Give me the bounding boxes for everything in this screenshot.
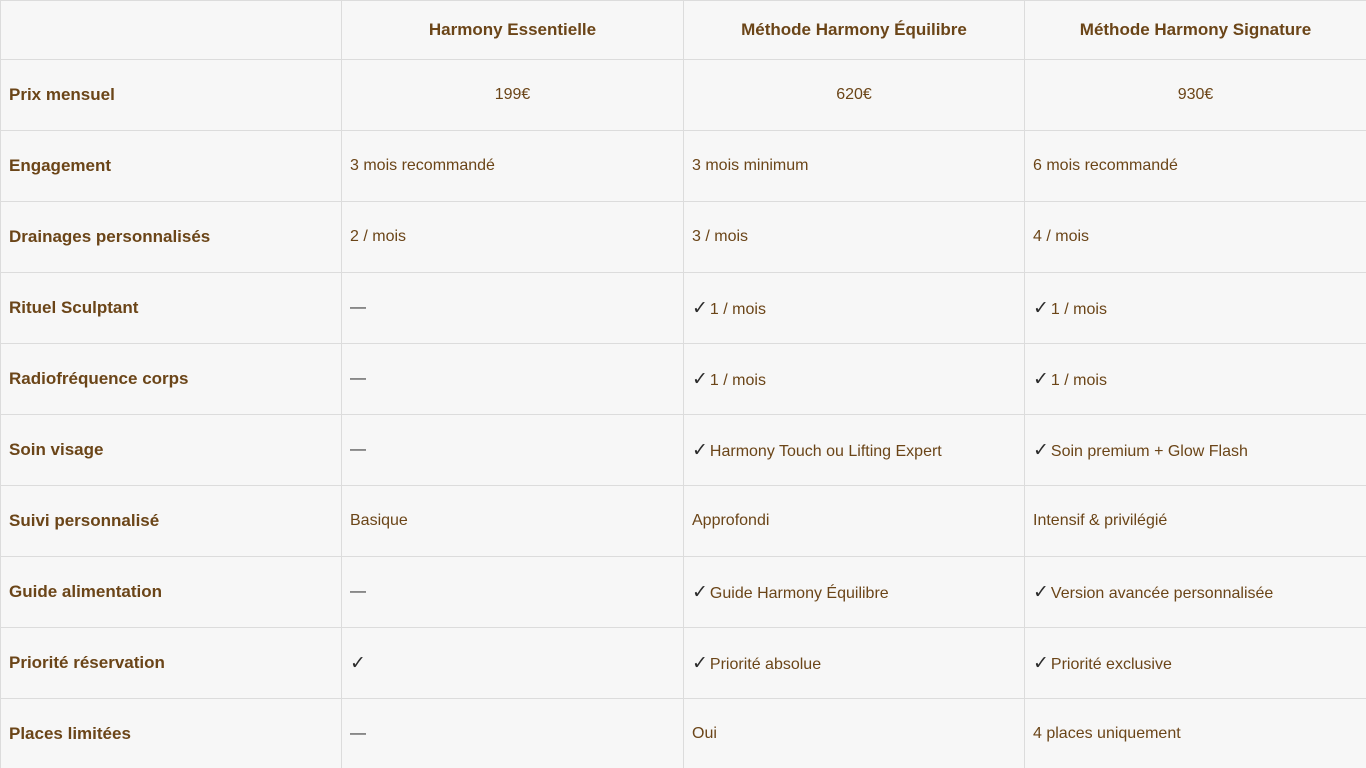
table-cell — [1025, 415, 1366, 486]
cell-value: Harmony Touch ou Lifting Expert — [709, 442, 942, 460]
table-cell — [1025, 699, 1366, 768]
not-included-dash: — — [350, 583, 366, 600]
check-icon: ✓ — [1033, 297, 1049, 319]
plan-header-equilibre: Méthode Harmony Équilibre — [684, 1, 1025, 60]
cell-value: Priorité exclusive — [1050, 655, 1172, 673]
row-label: Suivi personnalisé — [1, 486, 342, 557]
check-icon: ✓ — [692, 652, 708, 674]
not-included-dash: — — [350, 725, 366, 742]
row-label: Drainages personnalisés — [1, 202, 342, 273]
table-cell — [684, 60, 1025, 131]
table-cell — [684, 273, 1025, 344]
table-row — [1, 699, 1366, 768]
plan-header-signature: Méthode Harmony Signature — [1025, 1, 1366, 60]
table-row — [1, 415, 1366, 486]
cell-value: 4 / mois — [1033, 228, 1090, 245]
table-cell — [342, 628, 684, 699]
header-empty-cell — [1, 1, 342, 60]
cell-value: 1 / mois — [1050, 371, 1107, 389]
table-cell — [1025, 202, 1366, 273]
table-cell — [342, 486, 684, 557]
cell-value: Intensif & privilégié — [1033, 512, 1168, 529]
table-cell — [684, 344, 1025, 415]
table-row — [1, 202, 1366, 273]
row-label: Prix mensuel — [1, 60, 342, 131]
table-cell — [342, 344, 684, 415]
plan-header-essentielle: Harmony Essentielle — [342, 1, 684, 60]
table-cell — [342, 699, 684, 768]
cell-value: Priorité absolue — [709, 655, 822, 673]
cell-value: 199€ — [494, 86, 531, 103]
not-included-dash: — — [350, 370, 366, 387]
table-cell — [684, 415, 1025, 486]
cell-value: 3 / mois — [692, 228, 749, 245]
table-cell — [684, 202, 1025, 273]
cell-value: Basique — [350, 512, 408, 529]
cell-value: Guide Harmony Équilibre — [709, 584, 889, 602]
row-label: Radiofréquence corps — [1, 344, 342, 415]
cell-value: 1 / mois — [709, 371, 766, 389]
row-label: Places limitées — [1, 699, 342, 768]
table-cell — [342, 415, 684, 486]
cell-value: 930€ — [1177, 86, 1214, 103]
check-icon: ✓ — [1033, 581, 1049, 603]
table-row — [1, 344, 1366, 415]
table-cell — [684, 628, 1025, 699]
cell-value: Version avancée personnalisée — [1050, 584, 1274, 602]
table-cell — [684, 486, 1025, 557]
check-icon: ✓ — [692, 297, 708, 319]
header-row — [1, 1, 1366, 60]
row-label: Soin visage — [1, 415, 342, 486]
table-cell — [342, 202, 684, 273]
check-icon: ✓ — [692, 581, 708, 603]
cell-value: 6 mois recommandé — [1033, 157, 1178, 174]
not-included-dash: — — [350, 299, 366, 316]
table-cell — [342, 60, 684, 131]
cell-value: 620€ — [836, 86, 872, 103]
table-row — [1, 628, 1366, 699]
not-included-dash: — — [350, 441, 366, 458]
check-icon: ✓ — [692, 368, 708, 390]
check-icon: ✓ — [692, 439, 708, 461]
cell-value: Approfondi — [692, 512, 770, 529]
row-label: Guide alimentation — [1, 557, 342, 628]
table-row — [1, 131, 1366, 202]
row-label: Priorité réservation — [1, 628, 342, 699]
table-cell — [684, 131, 1025, 202]
table-cell — [684, 699, 1025, 768]
table-row — [1, 557, 1366, 628]
row-label: Rituel Sculptant — [1, 273, 342, 344]
row-label: Engagement — [1, 131, 342, 202]
table-cell — [684, 557, 1025, 628]
cell-value: 1 / mois — [1050, 300, 1107, 318]
table-cell — [1025, 60, 1366, 131]
table-body — [1, 60, 1366, 768]
table-row — [1, 60, 1366, 131]
table-cell — [1025, 557, 1366, 628]
cell-value: Soin premium + Glow Flash — [1050, 442, 1248, 460]
table-cell — [1025, 131, 1366, 202]
cell-value: 1 / mois — [709, 300, 766, 318]
table-cell — [342, 273, 684, 344]
check-icon: ✓ — [1033, 439, 1049, 461]
check-icon: ✓ — [1033, 652, 1049, 674]
cell-value: 3 mois minimum — [692, 157, 809, 174]
cell-value: 3 mois recommandé — [350, 157, 495, 174]
table-cell — [342, 557, 684, 628]
table-cell — [1025, 486, 1366, 557]
check-icon: ✓ — [1033, 368, 1049, 390]
cell-value: 2 / mois — [350, 228, 407, 245]
table-cell — [342, 131, 684, 202]
table-cell — [1025, 273, 1366, 344]
table-cell — [1025, 628, 1366, 699]
cell-value: Oui — [692, 725, 717, 742]
check-icon: ✓ — [350, 652, 366, 674]
table-row — [1, 486, 1366, 557]
table-cell — [1025, 344, 1366, 415]
table-row — [1, 273, 1366, 344]
table-header — [1, 1, 1366, 60]
cell-value: 4 places uniquement — [1033, 725, 1181, 742]
